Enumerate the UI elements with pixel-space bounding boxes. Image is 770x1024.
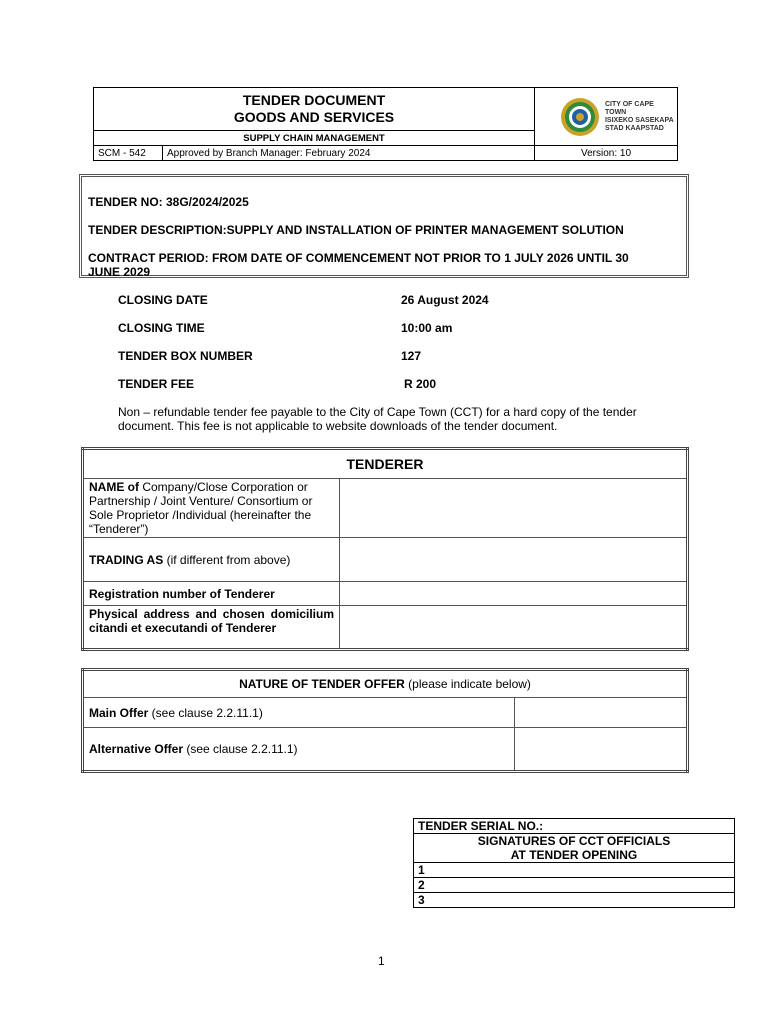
serial-table xyxy=(413,818,735,908)
closing-date-label: CLOSING DATE xyxy=(118,293,208,307)
fee-note-line-2: document. This fee is not applicable to website downloads of the tender document. xyxy=(118,419,558,433)
logo-text-af: STAD KAAPSTAD xyxy=(604,124,664,132)
tenderer-table xyxy=(81,447,689,651)
offer-table xyxy=(81,668,689,773)
name-label-rest: Company/Close Corporation or Partnership / Joint Venture/ Consortium or Sole Proprietor /Individual (hereinafter the “Tenderer”) xyxy=(89,480,313,536)
signature-row-3[interactable]: 3 xyxy=(414,893,735,908)
tender-box-value: 127 xyxy=(401,349,422,363)
form-code: SCM - 542 xyxy=(94,146,163,161)
tender-fee-value: R 200 xyxy=(404,377,437,391)
city-crest-icon xyxy=(559,96,601,138)
alt-offer-rest: (see clause 2.2.11.1) xyxy=(183,742,298,756)
address-label: Physical address and chosen domicilium citandi et executandi of Tenderer xyxy=(83,606,340,650)
title-line-2: GOODS AND SERVICES xyxy=(233,109,395,125)
page-number: 1 xyxy=(378,954,385,968)
name-field[interactable] xyxy=(340,479,688,538)
main-offer-field[interactable] xyxy=(515,698,688,728)
tender-fee-label: TENDER FEE xyxy=(118,377,195,391)
trading-field[interactable] xyxy=(340,538,688,582)
contract-period-line-1: CONTRACT PERIOD: FROM DATE OF COMMENCEMENT NOT PRIOR TO 1 JULY 2026 UNTIL 30 xyxy=(88,251,629,265)
offer-heading xyxy=(83,670,688,698)
tender-description: TENDER DESCRIPTION:SUPPLY AND INSTALLATION OF PRINTER MANAGEMENT SOLUTION xyxy=(88,223,624,237)
serial-label: TENDER SERIAL NO.: xyxy=(414,819,735,834)
offer-heading-bold: NATURE OF TENDER OFFER xyxy=(239,677,405,691)
fee-note-line-1: Non – refundable tender fee payable to the City of Cape Town (CCT) for a hard copy of the tender xyxy=(118,405,637,419)
logo-text-xh: ISIXEKO SASEKAPA xyxy=(604,116,674,124)
address-field[interactable] xyxy=(340,606,688,650)
tender-number: TENDER NO: 38G/2024/2025 xyxy=(88,195,249,209)
alt-offer-label xyxy=(83,728,515,772)
closing-date-value: 26 August 2024 xyxy=(401,293,489,307)
name-label-bold: NAME of xyxy=(89,480,139,494)
document-header xyxy=(93,87,678,161)
contract-period-line-2: JUNE 2029 xyxy=(88,265,151,279)
signatures-line-2: AT TENDER OPENING xyxy=(510,848,638,862)
tender-info-box xyxy=(79,174,689,278)
header-subtitle: SUPPLY CHAIN MANAGEMENT xyxy=(94,131,535,146)
offer-heading-rest: (please indicate below) xyxy=(404,677,531,691)
tenderer-heading: TENDERER xyxy=(83,449,688,479)
registration-field[interactable] xyxy=(340,582,688,606)
alt-offer-field[interactable] xyxy=(515,728,688,772)
trading-label-bold: TRADING AS xyxy=(89,552,164,567)
approval-text: Approved by Branch Manager: February 2024 xyxy=(163,146,535,161)
tender-box-label: TENDER BOX NUMBER xyxy=(118,349,253,363)
logo-text-en: CITY OF CAPE TOWN xyxy=(604,100,654,116)
closing-time-value: 10:00 am xyxy=(401,321,453,335)
title-line-1: TENDER DOCUMENT xyxy=(242,92,386,108)
trading-label xyxy=(83,538,340,582)
alt-offer-bold: Alternative Offer xyxy=(89,742,184,756)
trading-label-rest: (if different from above) xyxy=(163,552,291,567)
header-title xyxy=(94,88,535,131)
signatures-line-1: SIGNATURES OF CCT OFFICIALS xyxy=(477,834,671,848)
signature-row-1[interactable]: 1 xyxy=(414,863,735,878)
main-offer-label xyxy=(83,698,515,728)
main-offer-rest: (see clause 2.2.11.1) xyxy=(148,705,263,720)
version-text: Version: 10 xyxy=(535,146,678,161)
closing-time-label: CLOSING TIME xyxy=(118,321,205,335)
signatures-heading xyxy=(414,834,735,863)
main-offer-bold: Main Offer xyxy=(89,705,149,720)
fee-note xyxy=(118,405,688,433)
city-logo xyxy=(535,88,678,146)
name-label xyxy=(83,479,340,538)
registration-label: Registration number of Tenderer xyxy=(83,582,340,606)
signature-row-2[interactable]: 2 xyxy=(414,878,735,893)
